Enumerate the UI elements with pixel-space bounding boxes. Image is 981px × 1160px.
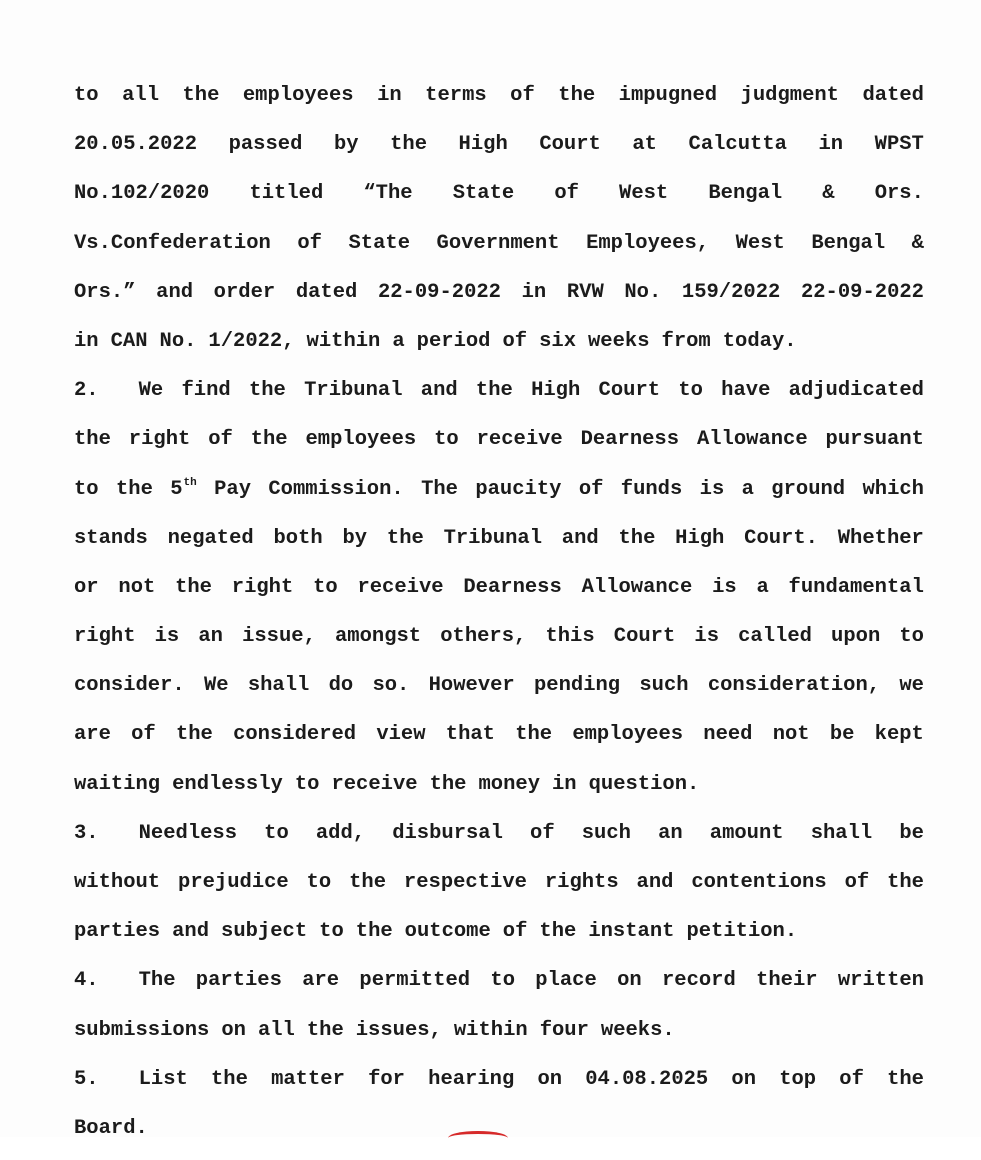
word: WPST (874, 133, 924, 157)
word: Court (613, 625, 676, 649)
word: & (911, 231, 924, 255)
word: Whether (837, 526, 924, 550)
word: in (552, 772, 577, 796)
word: matter (271, 1067, 345, 1091)
word: receive (357, 575, 444, 599)
word: permitted (359, 969, 471, 993)
word: “The (363, 182, 413, 206)
word: Dearness (463, 575, 562, 599)
word: not (772, 723, 810, 747)
word: of (839, 1067, 864, 1091)
word: to (313, 575, 338, 599)
word: the (475, 379, 513, 403)
word: consider. (74, 674, 185, 698)
word: a (392, 329, 405, 353)
word: an (198, 625, 223, 649)
word: the (175, 723, 213, 747)
text-line (74, 176, 924, 225)
word: the (618, 526, 656, 550)
text-line (74, 717, 924, 766)
word: called (738, 625, 812, 649)
word: order (213, 280, 276, 304)
word: the (355, 920, 393, 944)
paragraph-number: 5. (74, 1067, 99, 1091)
word: this (545, 625, 595, 649)
word: upon (831, 625, 881, 649)
word: and (561, 526, 599, 550)
word: to (74, 477, 99, 501)
word: impugned (618, 84, 718, 107)
text-line (74, 472, 924, 521)
word: 5 (170, 477, 183, 501)
word: RVW (566, 280, 604, 304)
word: of (554, 182, 579, 206)
word: Needless (138, 821, 238, 845)
word: We (138, 379, 164, 403)
word: consideration, (707, 674, 881, 698)
word: considered (233, 723, 357, 747)
word: kept (874, 723, 924, 747)
word: on (731, 1067, 757, 1091)
word: the (386, 526, 424, 550)
word: the (175, 575, 212, 599)
word: passed (228, 133, 303, 157)
word: of (502, 329, 528, 353)
word: by (333, 133, 359, 157)
word: by (342, 526, 368, 550)
word: No. (624, 280, 662, 304)
word: view (376, 723, 426, 747)
text-line (74, 275, 924, 324)
order-text-body (74, 78, 924, 1160)
word: West (735, 231, 785, 255)
text-line (74, 78, 924, 127)
word: of (578, 477, 604, 501)
word: in (521, 280, 547, 304)
word: all (257, 1018, 295, 1042)
word: pursuant (825, 428, 924, 452)
word: amount (709, 821, 784, 845)
text-line (74, 1062, 924, 1111)
word: List (138, 1067, 188, 1091)
word: High (458, 133, 508, 157)
word: to (306, 871, 332, 894)
word: prejudice (178, 871, 289, 894)
word: Ors.” (74, 280, 136, 304)
word: the (558, 84, 596, 107)
word: which (862, 477, 924, 501)
word: parties (195, 969, 282, 993)
word: on (537, 1067, 563, 1091)
text-line (74, 816, 924, 865)
word: contentions (691, 871, 827, 894)
word: both (273, 526, 323, 550)
word: right (128, 428, 191, 452)
text-line (74, 865, 924, 914)
text-line (74, 570, 924, 619)
word: be (899, 821, 924, 845)
word: issues, (355, 1018, 442, 1042)
word: a (756, 575, 769, 599)
word: so. (372, 674, 410, 698)
word: High (531, 379, 581, 403)
word: the (306, 1018, 344, 1042)
paragraph-number: 3. (74, 821, 99, 845)
word: right (231, 575, 294, 599)
word: shall (247, 674, 310, 698)
word: Government (436, 231, 560, 255)
word: Court (539, 133, 601, 157)
word: and (172, 920, 210, 944)
word: such (581, 821, 631, 845)
word: the (390, 133, 427, 157)
word: issue, (242, 625, 316, 649)
paragraph-lead (74, 816, 237, 865)
word: six (539, 329, 576, 353)
word: top (779, 1067, 817, 1091)
word: Board. (74, 1116, 148, 1140)
word: shall (810, 821, 873, 845)
word: record (661, 969, 736, 993)
word: money (478, 772, 540, 796)
word: for (368, 1067, 405, 1091)
word: receive (331, 772, 418, 796)
word: the (887, 871, 924, 894)
word: receive (476, 428, 563, 452)
word: endlessly (172, 772, 283, 796)
word: amongst (334, 625, 422, 649)
word: 22-09-2022 (800, 280, 924, 304)
word: their (756, 969, 818, 993)
word: of (297, 231, 322, 255)
word: petition. (686, 920, 798, 944)
word: employees (242, 84, 354, 107)
word: a (741, 477, 754, 501)
word: to (678, 379, 703, 403)
word: place (535, 969, 597, 993)
word: Ors. (874, 182, 924, 206)
word: to (264, 821, 289, 845)
text-line (74, 914, 924, 963)
word: No. (159, 329, 197, 353)
word: Tribunal (304, 379, 403, 403)
word: funds (620, 477, 683, 501)
word: to (899, 625, 924, 649)
word: is (154, 625, 180, 649)
word: to (490, 969, 515, 993)
word: outcome (404, 920, 491, 944)
word: terms (425, 84, 487, 107)
word: Vs.Confederation (74, 231, 271, 255)
word: & (822, 182, 835, 206)
word: Pay (214, 477, 252, 501)
word: weeks. (600, 1018, 675, 1042)
word: 20.05.2022 (74, 133, 198, 157)
word: respective (403, 871, 527, 894)
word: employees (305, 428, 417, 452)
word: employees (572, 723, 684, 747)
word: on (221, 1018, 246, 1042)
word: within (453, 1018, 528, 1042)
word: We (203, 674, 229, 698)
word: the (182, 84, 220, 107)
word: of (510, 84, 535, 107)
word: have (721, 379, 771, 403)
word: and (420, 379, 458, 403)
paragraph-lead (74, 963, 176, 1012)
word: is (694, 625, 720, 649)
word: be (829, 723, 855, 747)
word: in (377, 84, 402, 107)
word: the (250, 428, 288, 452)
word: weeks (588, 329, 650, 353)
word: is (699, 477, 725, 501)
word: Bengal (811, 231, 886, 255)
word: subject (221, 920, 308, 944)
word: today. (722, 329, 797, 353)
word: 1/2022, (208, 329, 295, 353)
text-line (74, 373, 924, 422)
text-line (74, 619, 924, 668)
word: and (636, 871, 674, 894)
word: Commission. (268, 477, 404, 501)
word: period (416, 329, 491, 353)
word: paucity (475, 477, 562, 501)
text-line (74, 324, 924, 373)
text-line (74, 226, 924, 275)
word: Court (598, 379, 661, 403)
word: such (639, 674, 689, 698)
text-line (74, 963, 924, 1012)
word: pending (533, 674, 621, 698)
word: CAN (110, 329, 148, 353)
word: disbursal (392, 821, 503, 845)
word: are (302, 969, 340, 993)
paragraph-lead (74, 373, 163, 422)
word: Calcutta (688, 133, 787, 157)
text-line (74, 767, 924, 816)
word: hearing (428, 1067, 515, 1091)
word: West (619, 182, 669, 206)
word: the (74, 428, 111, 452)
word: waiting (74, 772, 161, 796)
word: we (899, 674, 924, 698)
word: negated (167, 526, 254, 550)
word: the (887, 1067, 924, 1091)
word: adjudicated (788, 379, 924, 403)
word: High (675, 526, 725, 550)
word: State (348, 231, 410, 255)
word: the (211, 1067, 248, 1091)
word: in (74, 329, 99, 353)
word: instant (588, 920, 675, 944)
word: Dearness (580, 428, 680, 452)
word: the (539, 920, 577, 944)
word: do (328, 674, 354, 698)
text-line (74, 521, 924, 570)
word: The (138, 969, 176, 993)
word: or (74, 575, 99, 599)
word: 159/2022 (681, 280, 781, 304)
word: at (632, 133, 657, 157)
word: and (156, 280, 194, 304)
word: Employees, (586, 231, 710, 255)
word: State (452, 182, 515, 206)
word: Bengal (708, 182, 783, 206)
word: in (818, 133, 844, 157)
word: an (658, 821, 683, 845)
word: The (421, 477, 458, 501)
word: find (181, 379, 231, 403)
word: right (74, 625, 136, 649)
word: to (74, 84, 99, 107)
word: rights (544, 871, 619, 894)
paragraph-number: 2. (74, 379, 99, 403)
word: four (539, 1018, 589, 1042)
word: all (122, 84, 159, 107)
word: to (434, 428, 459, 452)
word: the (115, 477, 153, 501)
word: parties (74, 920, 161, 944)
word: fundamental (788, 575, 924, 599)
word: submissions (74, 1018, 210, 1042)
word: of (530, 821, 555, 845)
ordinal-superscript: th (183, 476, 197, 489)
word: is (712, 575, 737, 599)
word: of (208, 428, 233, 452)
word: to (294, 772, 320, 796)
word: that (445, 723, 495, 747)
word: are (74, 723, 111, 747)
word: dated (295, 280, 358, 304)
word: to (319, 920, 344, 944)
word: question. (588, 772, 700, 796)
word: Tribunal (443, 526, 542, 550)
word: need (703, 723, 753, 747)
text-line (74, 127, 924, 176)
word-with-superscript (170, 472, 197, 521)
paragraph-number: 4. (74, 969, 99, 993)
word: from (661, 329, 711, 353)
word: No.102/2020 (74, 182, 210, 206)
red-stamp-edge (448, 1131, 508, 1145)
word: of (502, 920, 528, 944)
word: ground (771, 477, 846, 501)
word: titled (249, 182, 324, 206)
text-line (74, 668, 924, 717)
word: within (306, 329, 381, 353)
word: However (428, 674, 515, 698)
word: 22-09-2022 (377, 280, 501, 304)
word: add, (315, 821, 366, 845)
word: without (74, 871, 161, 894)
text-line (74, 1013, 924, 1062)
word: written (837, 969, 924, 993)
word: of (844, 871, 870, 894)
word: the (349, 871, 387, 894)
word: on (617, 969, 642, 993)
word: Court. (744, 526, 818, 550)
word: others, (440, 625, 527, 649)
word: dated (862, 84, 924, 107)
word: the (429, 772, 467, 796)
word: stands (74, 526, 148, 550)
word: the (248, 379, 286, 403)
word: judgment (740, 84, 839, 107)
word: Allowance (696, 428, 808, 452)
word: not (118, 575, 156, 599)
word: the (515, 723, 553, 747)
paragraph-lead (74, 1062, 188, 1111)
word: of (131, 723, 156, 747)
word: Allowance (581, 575, 693, 599)
word: 04.08.2025 (585, 1067, 709, 1091)
text-line (74, 422, 924, 471)
